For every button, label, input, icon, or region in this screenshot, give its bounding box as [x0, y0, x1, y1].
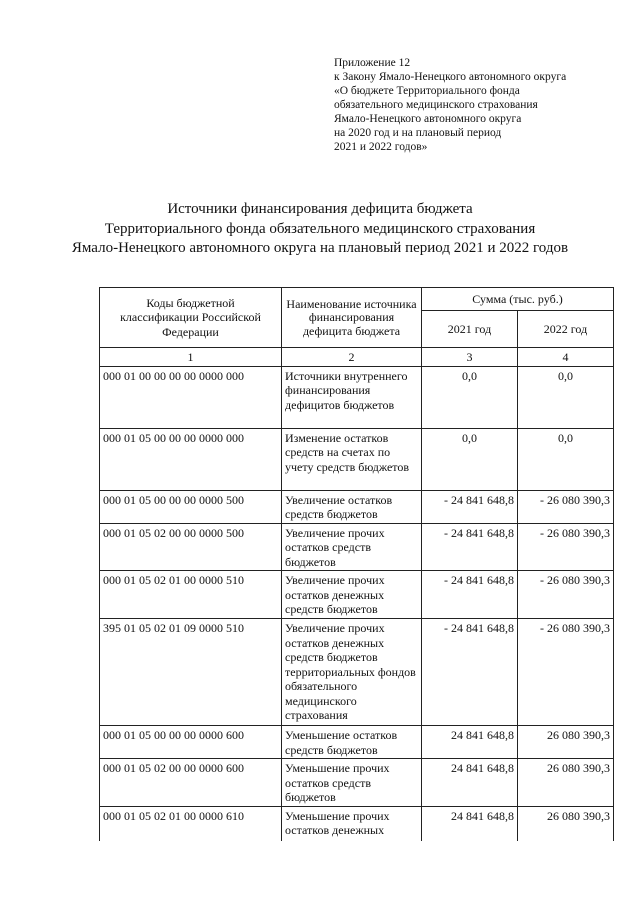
row-code: 000 01 05 02 00 00 0000 500 — [100, 523, 282, 571]
row-name: Уменьшение прочих остатков средств бюджетов — [282, 759, 422, 807]
row-name: Увеличение прочих остатков денежных средств бюджетов территориальных фондов обязательного медицинского страхования — [282, 619, 422, 726]
table-row — [100, 619, 614, 726]
row-name: Уменьшение прочих остатков денежных — [282, 806, 422, 841]
row-2022: - 26 080 390,3 — [518, 619, 614, 726]
appendix-line: Приложение 12 — [334, 57, 411, 69]
header-2021: 2021 год — [422, 311, 518, 348]
header-name: Наименование источника финансирования дефицита бюджета — [282, 288, 422, 348]
col-number: 3 — [422, 348, 518, 367]
row-2021: 24 841 648,8 — [422, 806, 518, 841]
row-2021: 24 841 648,8 — [422, 759, 518, 807]
row-code: 395 01 05 02 01 09 0000 510 — [100, 619, 282, 726]
table-row — [100, 366, 614, 428]
table-row — [100, 523, 614, 571]
row-code: 000 01 05 00 00 00 0000 600 — [100, 726, 282, 759]
row-2022: - 26 080 390,3 — [518, 490, 614, 523]
table-row — [100, 726, 614, 759]
appendix-line: «О бюджете Территориального фонда — [334, 85, 520, 97]
row-name: Увеличение прочих остатков денежных средств бюджетов — [282, 571, 422, 619]
row-code: 000 01 05 02 01 00 0000 610 — [100, 806, 282, 841]
row-name: Увеличение остатков средств бюджетов — [282, 490, 422, 523]
row-name: Увеличение прочих остатков средств бюджетов — [282, 523, 422, 571]
row-2022: 0,0 — [518, 428, 614, 490]
row-2021: - 24 841 648,8 — [422, 490, 518, 523]
row-2022: 26 080 390,3 — [518, 726, 614, 759]
appendix-line: к Закону Ямало-Ненецкого автономного округа — [334, 71, 567, 83]
row-2021: - 24 841 648,8 — [422, 619, 518, 726]
title-line: Ямало-Ненецкого автономного округа на плановый период 2021 и 2022 годов — [71, 240, 569, 256]
row-2022: - 26 080 390,3 — [518, 523, 614, 571]
title-line: Территориального фонда обязательного медицинского страхования — [104, 220, 536, 237]
table-row — [100, 806, 614, 841]
col-number: 1 — [100, 348, 282, 367]
row-code: 000 01 05 02 00 00 0000 600 — [100, 759, 282, 807]
header-2022: 2022 год — [518, 311, 614, 348]
appendix-note — [334, 56, 566, 154]
document-title — [0, 200, 640, 259]
row-2021: 0,0 — [422, 366, 518, 428]
row-2021: - 24 841 648,8 — [422, 571, 518, 619]
row-2021: 0,0 — [422, 428, 518, 490]
header-sum: Сумма (тыс. руб.) — [422, 288, 614, 311]
row-2021: - 24 841 648,8 — [422, 523, 518, 571]
row-code: 000 01 00 00 00 00 0000 000 — [100, 366, 282, 428]
row-2022: 26 080 390,3 — [518, 806, 614, 841]
row-code: 000 01 05 02 01 00 0000 510 — [100, 571, 282, 619]
col-number: 2 — [282, 348, 422, 367]
title-line: Источники финансирования дефицита бюджета — [167, 201, 473, 217]
col-number: 4 — [518, 348, 614, 367]
row-code: 000 01 05 00 00 00 0000 500 — [100, 490, 282, 523]
row-name: Уменьшение остатков средств бюджетов — [282, 726, 422, 759]
row-name: Изменение остатков средств на счетах по учету средств бюджетов — [282, 428, 422, 490]
table-row — [100, 571, 614, 619]
appendix-line: обязательного медицинского страхования — [334, 99, 538, 111]
row-2022: 0,0 — [518, 366, 614, 428]
appendix-line: Ямало-Ненецкого автономного округа — [334, 113, 522, 125]
financing-sources-table — [99, 287, 614, 841]
row-code: 000 01 05 00 00 00 0000 000 — [100, 428, 282, 490]
row-2022: - 26 080 390,3 — [518, 571, 614, 619]
header-codes: Коды бюджетной классификации Российской Федерации — [100, 288, 282, 348]
appendix-line: на 2020 год и на плановый период — [334, 127, 502, 139]
table-row — [100, 428, 614, 490]
appendix-line: 2021 и 2022 годов» — [334, 141, 428, 153]
row-2022: 26 080 390,3 — [518, 759, 614, 807]
row-2021: 24 841 648,8 — [422, 726, 518, 759]
table-row — [100, 759, 614, 807]
table-row — [100, 490, 614, 523]
row-name: Источники внутреннего финансирования дефицитов бюджетов — [282, 366, 422, 428]
